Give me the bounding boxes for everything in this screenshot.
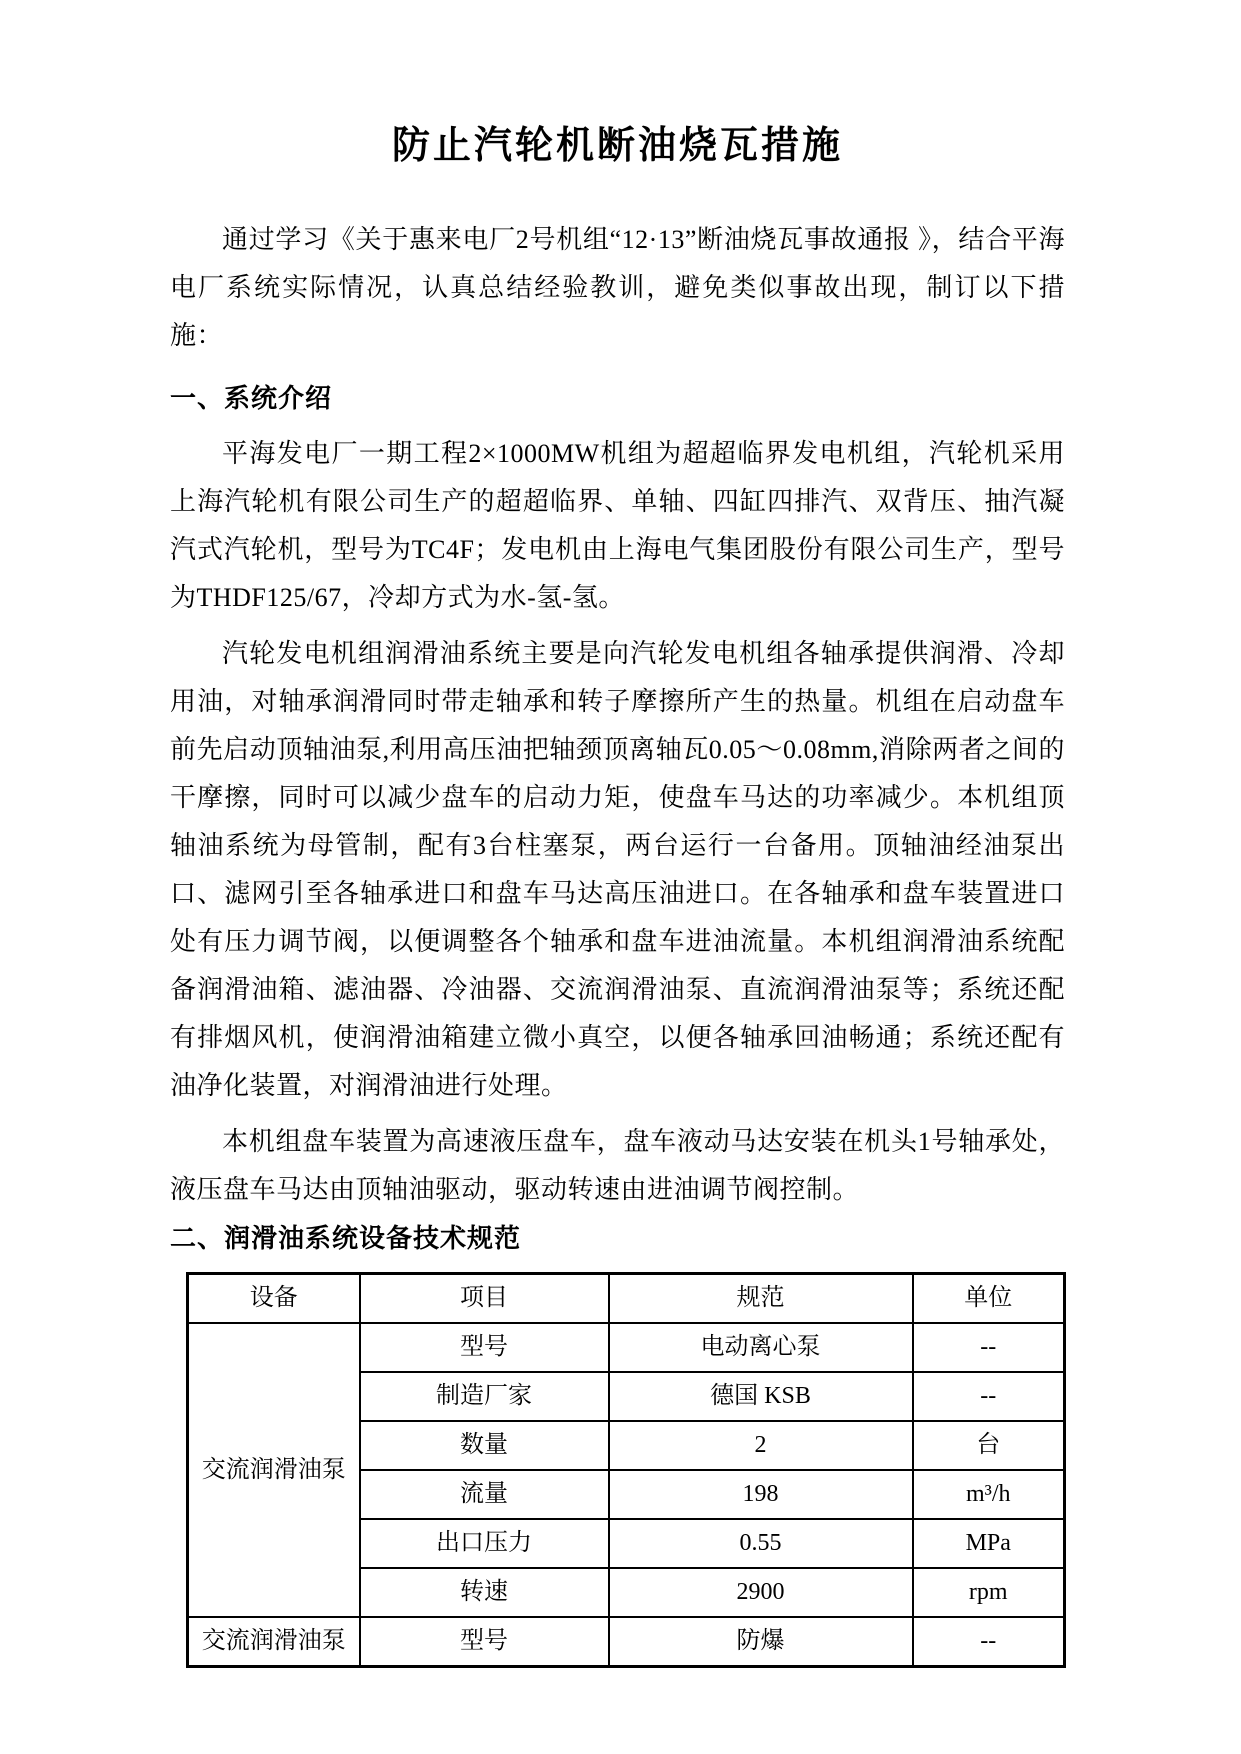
section-2-heading: 二、润滑油系统设备技术规范	[170, 1223, 522, 1253]
spec-cell: 2900	[609, 1568, 913, 1617]
item-cell: 制造厂家	[360, 1372, 609, 1421]
unit-cell: m³/h	[913, 1470, 1065, 1519]
header-unit: 单位	[913, 1274, 1065, 1324]
unit-cell: 台	[913, 1421, 1065, 1470]
section-1-heading: 一、系统介绍	[170, 383, 333, 413]
item-cell: 出口压力	[360, 1519, 609, 1568]
spec-cell: 防爆	[609, 1617, 913, 1667]
header-device: 设备	[188, 1274, 360, 1324]
item-cell: 转速	[360, 1568, 609, 1617]
spec-cell: 德国 KSB	[609, 1372, 913, 1421]
unit-cell: --	[913, 1323, 1065, 1372]
spec-cell: 电动离心泵	[609, 1323, 913, 1372]
spec-cell: 2	[609, 1421, 913, 1470]
unit-cell: --	[913, 1372, 1065, 1421]
section-1-paragraph-1: 平海发电厂一期工程2×1000MW机组为超超临界发电机组，汽轮机采用上海汽轮机有限公司生产的超超临界、单轴、四缸四排汽、双背压、抽汽凝汽式汽轮机，型号为TC4F；发电机由上海电气集团股份有限公司生产，型号为THDF125/67，冷却方式为水-氢-氢。	[170, 439, 1065, 612]
unit-cell: --	[913, 1617, 1065, 1667]
spec-table-body	[188, 1323, 1065, 1667]
spec-cell: 198	[609, 1470, 913, 1519]
document-title: 防止汽轮机断油烧瓦措施	[391, 125, 843, 167]
header-spec: 规范	[609, 1274, 913, 1324]
item-cell: 数量	[360, 1421, 609, 1470]
unit-cell: rpm	[913, 1568, 1065, 1617]
section-1-paragraph-3: 本机组盘车装置为高速液压盘车，盘车液动马达安装在机头1号轴承处，液压盘车马达由顶轴油驱动，驱动转速由进油调节阀控制。	[170, 1127, 1065, 1204]
header-item: 项目	[360, 1274, 609, 1324]
device-cell: 交流润滑油泵	[188, 1617, 360, 1667]
table-row	[188, 1323, 1065, 1372]
device-cell: 交流润滑油泵	[188, 1323, 360, 1617]
section-1-paragraph-2: 汽轮发电机组润滑油系统主要是向汽轮发电机组各轴承提供润滑、冷却用油，对轴承润滑同时带走轴承和转子摩擦所产生的热量。机组在启动盘车前先启动顶轴油泵,利用高压油把轴颈顶离轴瓦0.05～0.08mm,消除两者之间的干摩擦，同时可以减少盘车的启动力矩，使盘车马达的功率减少。本机组顶轴油系统为母管制，配有3台柱塞泵，两台运行一台备用。顶轴油经油泵出口、滤网引至各轴承进口和盘车马达高压油进口。在各轴承和盘车装置进口处有压力调节阀，以便调整各个轴承和盘车进油流量。本机组润滑油系统配备润滑油箱、滤油器、冷油器、交流润滑油泵、直流润滑油泵等；系统还配有排烟风机，使润滑油箱建立微小真空，以便各轴承回油畅通；系统还配有油净化装置，对润滑油进行处理。	[170, 639, 1065, 1100]
item-cell: 型号	[360, 1323, 609, 1372]
item-cell: 流量	[360, 1470, 609, 1519]
item-cell: 型号	[360, 1617, 609, 1667]
spec-table	[186, 1272, 1066, 1668]
intro-paragraph: 通过学习《关于惠来电厂2号机组“12·13”断油烧瓦事故通报 》，结合平海电厂系统实际情况，认真总结经验教训，避免类似事故出现，制订以下措施：	[170, 225, 1065, 350]
table-header-row	[188, 1274, 1065, 1324]
spec-cell: 0.55	[609, 1519, 913, 1568]
table-row	[188, 1617, 1065, 1667]
unit-cell: MPa	[913, 1519, 1065, 1568]
